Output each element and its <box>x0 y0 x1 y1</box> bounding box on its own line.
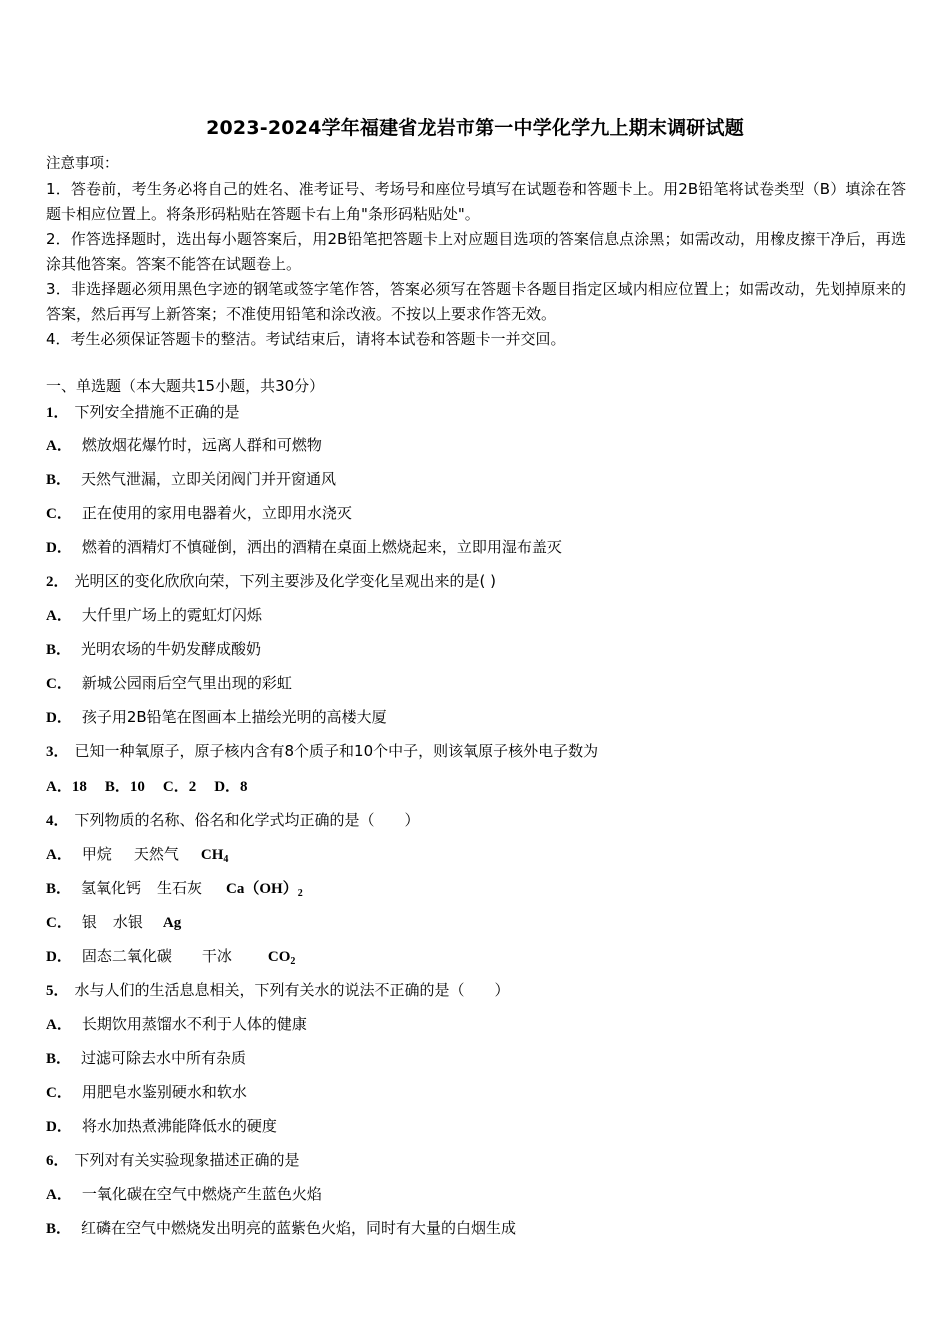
option-label: A． <box>46 1017 72 1033</box>
common-name: 干冰 <box>201 947 232 965</box>
chemical-formula <box>226 881 303 897</box>
chemical-formula <box>201 847 229 863</box>
notice-heading: 注意事项： <box>46 156 119 172</box>
option-text: 光明农场的牛奶发酵成酸奶 <box>81 640 262 658</box>
question-text: 下列物质的名称、俗名和化学式均正确的是（ ） <box>74 811 420 829</box>
q3-option-d: D．8 <box>214 779 248 795</box>
option-text: 过滤可除去水中所有杂质 <box>81 1049 247 1067</box>
chemical-formula: Ag <box>162 915 182 931</box>
substance-name: 甲烷 <box>81 845 112 863</box>
q6-option-a <box>46 1183 322 1204</box>
question-1-stem <box>46 401 240 422</box>
option-label: B． <box>46 642 72 658</box>
question-text: 已知一种氧原子，原子核内含有8个质子和10个中子，则该氧原子核外电子数为 <box>74 742 599 760</box>
common-name: 生石灰 <box>157 879 203 897</box>
question-number: 4． <box>46 813 69 829</box>
option-label: B． <box>46 1221 72 1237</box>
page-title: 2023-2024学年福建省龙岩市第一中学化学九上期末调研试题 <box>206 117 744 139</box>
question-number: 3． <box>46 744 69 760</box>
option-label: D． <box>46 710 72 726</box>
common-name: 水银 <box>112 913 143 931</box>
option-text: 将水加热煮沸能降低水的硬度 <box>81 1117 277 1135</box>
question-number: 6． <box>46 1153 69 1169</box>
notice-block <box>46 152 906 352</box>
option-label: B． <box>46 472 72 488</box>
option-text: 长期饮用蒸馏水不利于人体的健康 <box>81 1015 307 1033</box>
q5-option-d <box>46 1115 277 1136</box>
question-6-stem <box>46 1149 300 1170</box>
question-2-stem <box>46 570 496 591</box>
formula-subscript: 2 <box>297 888 303 899</box>
common-name: 天然气 <box>133 845 179 863</box>
question-4-stem <box>46 809 420 830</box>
formula-subscript: 2 <box>290 956 296 967</box>
q1-option-a <box>46 434 322 455</box>
formula-subscript: 4 <box>223 854 229 865</box>
question-text: 下列对有关实验现象描述正确的是 <box>74 1151 300 1169</box>
option-label: B． <box>46 1051 72 1067</box>
option-text: 燃放烟花爆竹时，远离人群和可燃物 <box>81 436 322 454</box>
notice-item: 3．非选择题必须用黑色字迹的钢笔或签字笔作答，答案必须写在答题卡各题目指定区域内相应位置上；如需改动，先划掉原来的答案，然后再写上新答案；不准使用铅笔和涂改液。不按以上要求作答无效。 <box>46 280 906 323</box>
q1-option-b <box>46 468 336 489</box>
notice-item: 1．答卷前，考生务必将自己的姓名、准考证号、考场号和座位号填写在试题卷和答题卡上。用2B铅笔将试卷类型（B）填涂在答题卡相应位置上。将条形码粘贴在答题卡右上角"条形码粘贴处"。 <box>46 180 906 223</box>
notice-item: 4．考生必须保证答题卡的整洁。考试结束后，请将本试卷和答题卡一并交回。 <box>46 330 566 348</box>
option-label: C． <box>46 1085 72 1101</box>
q3-option-a: A．18 <box>46 779 87 795</box>
question-number: 5． <box>46 983 69 999</box>
chemical-formula <box>268 949 296 965</box>
option-label: C． <box>46 915 72 931</box>
option-text: 天然气泄漏，立即关闭阀门并开窗通风 <box>81 470 337 488</box>
option-text: 大仟里广场上的霓虹灯闪烁 <box>81 606 262 624</box>
q2-option-c <box>46 672 292 693</box>
question-3-stem <box>46 740 598 761</box>
q5-option-a <box>46 1013 307 1034</box>
q6-option-b <box>46 1217 516 1238</box>
q2-option-d <box>46 706 387 727</box>
q1-option-c <box>46 502 352 523</box>
question-number: 1． <box>46 405 69 421</box>
question-text: 光明区的变化欣欣向荣，下列主要涉及化学变化呈观出来的是( ) <box>74 572 496 590</box>
q5-option-c <box>46 1081 247 1102</box>
substance-name: 氢氧化钙 <box>81 879 142 897</box>
option-text: 新城公园雨后空气里出现的彩虹 <box>81 674 292 692</box>
q4-option-b <box>46 877 303 899</box>
q1-option-d <box>46 536 562 557</box>
option-label: C． <box>46 676 72 692</box>
q4-option-a <box>46 843 228 865</box>
option-label: D． <box>46 540 72 556</box>
q2-option-b <box>46 638 261 659</box>
option-label: C． <box>46 506 72 522</box>
option-text: 一氧化碳在空气中燃烧产生蓝色火焰 <box>81 1185 322 1203</box>
q3-option-b: B．10 <box>104 779 145 795</box>
question-number: 2． <box>46 574 69 590</box>
option-text: 用肥皂水鉴别硬水和软水 <box>81 1083 247 1101</box>
option-text: 燃着的酒精灯不慎碰倒，洒出的酒精在桌面上燃烧起来，立即用湿布盖灭 <box>81 538 562 556</box>
q4-option-c <box>46 911 181 932</box>
option-text: 正在使用的家用电器着火，立即用水浇灭 <box>81 504 352 522</box>
question-text: 下列安全措施不正确的是 <box>74 403 240 421</box>
q4-option-d <box>46 945 295 967</box>
formula-text: CO <box>267 949 291 965</box>
question-5-stem <box>46 979 510 1000</box>
option-text: 红磷在空气中燃烧发出明亮的蓝紫色火焰，同时有大量的白烟生成 <box>81 1219 517 1237</box>
formula-text: CH <box>200 847 224 863</box>
section-heading: 一、单选题（本大题共15小题，共30分） <box>46 377 325 395</box>
option-label: A． <box>46 608 72 624</box>
option-label: B． <box>46 881 72 897</box>
question-text: 水与人们的生活息息相关，下列有关水的说法不正确的是（ ） <box>74 981 510 999</box>
q5-option-b <box>46 1047 246 1068</box>
option-label: D． <box>46 949 72 965</box>
q3-option-c: C．2 <box>162 779 197 795</box>
option-label: A． <box>46 847 72 863</box>
notice-item: 2．作答选择题时，选出每小题答案后，用2B铅笔把答题卡上对应题目选项的答案信息点涂黑；如需改动，用橡皮擦干净后，再选涂其他答案。答案不能答在试题卷上。 <box>46 230 906 273</box>
option-label: A． <box>46 1187 72 1203</box>
formula-text: Ca（OH） <box>226 881 298 897</box>
option-label: D． <box>46 1119 72 1135</box>
q3-options <box>46 775 266 796</box>
option-text: 孩子用2B铅笔在图画本上描绘光明的高楼大厦 <box>81 708 387 726</box>
option-label: A． <box>46 438 72 454</box>
substance-name: 银 <box>81 913 97 931</box>
substance-name: 固态二氧化碳 <box>81 947 172 965</box>
q2-option-a <box>46 604 262 625</box>
